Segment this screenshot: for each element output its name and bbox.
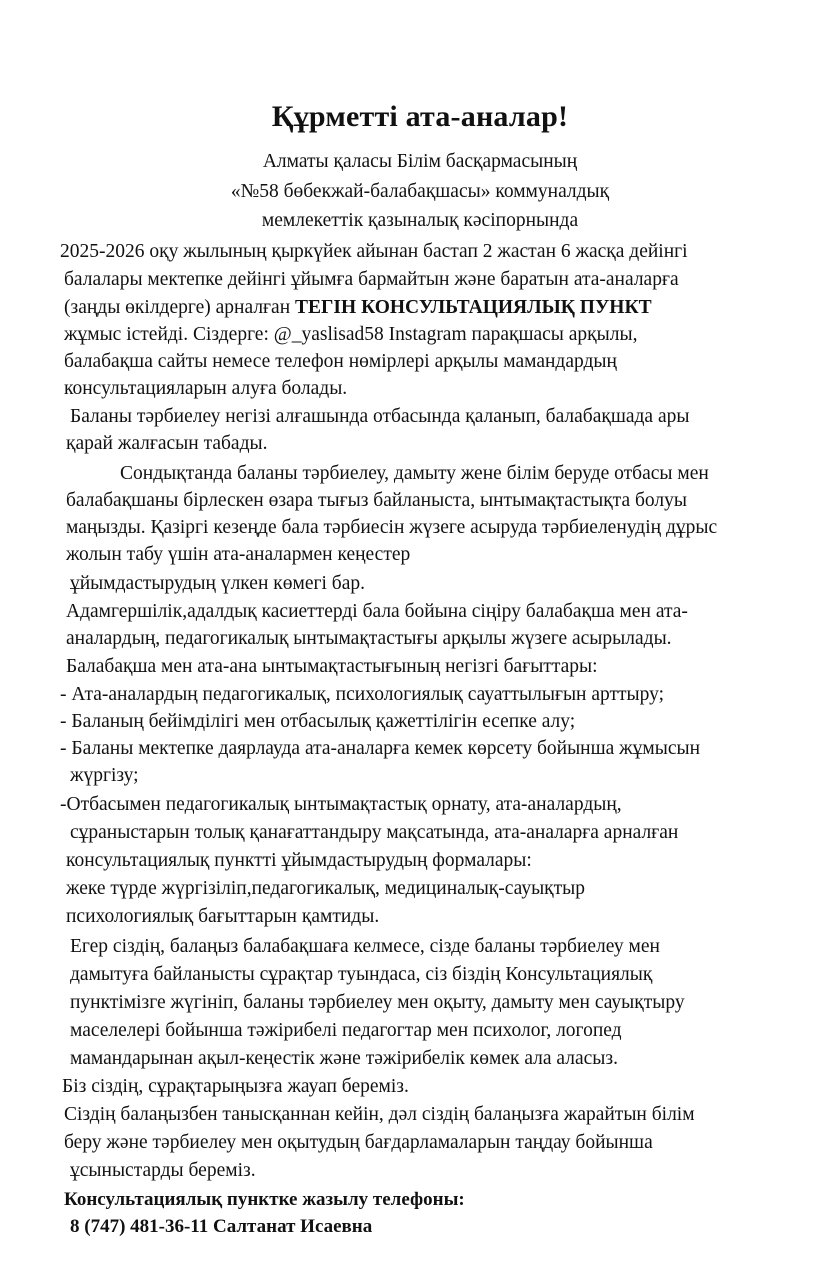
- text-line: балалары мектепке дейінгі ұйымға бармайтын және баратын ата-аналарға: [64, 269, 679, 290]
- header-line-1: Алматы қаласы Білім басқармасының: [262, 151, 578, 172]
- list-item-continuation: консультациялық пунктті ұйымдастырудың формалары:: [66, 850, 532, 871]
- text-line: аналардың, педагогикалық ынтымақтастығы арқылы жүзеге асырылады.: [66, 628, 672, 649]
- text-line-with-emphasis: [64, 296, 652, 320]
- list-item-continuation: психологиялық бағыттарын қамтиды.: [66, 906, 380, 927]
- text-line: 2025-2026 оқу жылының қыркүйек айынан бастап 2 жастан 6 жасқа дейінгі: [60, 241, 688, 262]
- header-line-3: мемлекеттік қазыналық кәсіпорнында: [261, 210, 579, 231]
- text-line: Адамгершілік,адалдық касиеттерді бала бойына сіңіру балабақша мен ата-: [66, 601, 688, 622]
- list-item-continuation: жүргізу;: [70, 765, 139, 786]
- free-consultation-heading: ТЕГІН КОНСУЛЬТАЦИЯЛЫҚ ПУНКТ: [295, 297, 652, 318]
- text-line: балабақшаны бірлескен өзара тығыз байланыста, ынтымақтастықта болуы: [66, 490, 687, 511]
- text-line: жұмыс істейді. Сіздерге: @_yaslisad58 Instagram парақшасы арқылы,: [64, 324, 638, 345]
- text-line: беру және тәрбиелеу мен оқытудың бағдарламаларын таңдау бойынша: [64, 1132, 653, 1153]
- signup-phone-label: Консультациялық пунктке жазылу телефоны:: [64, 1189, 465, 1210]
- text-line: жолын табу үшін ата-аналармен кеңестер: [66, 544, 411, 565]
- text-line: маселелері бойынша тәжірибелі педагогтар мен психолог, логопед: [70, 1020, 622, 1041]
- text-line: консультацияларын алуға болады.: [64, 378, 348, 399]
- text-line: ұйымдастырудың үлкен көмегі бар.: [70, 573, 365, 594]
- list-item: -Отбасымен педагогикалық ынтымақтастық орнату, ата-аналардың,: [60, 794, 622, 815]
- text-fragment: (заңды өкілдерге) арналған: [64, 297, 296, 318]
- text-line: мамандарынан ақыл-кеңестік және тәжірибелік көмек ала аласыз.: [70, 1048, 618, 1069]
- list-item-continuation: жеке түрде жүргізіліп,педагогикалық, медициналық-сауықтыр: [66, 878, 586, 899]
- text-line: пунктімізге жүгініп, баланы тәрбиелеу мен оқыту, дамыту мен сауықтыру: [70, 992, 685, 1013]
- text-line: Балабақша мен ата-ана ынтымақтастығының негізгі бағыттары:: [66, 656, 598, 677]
- list-item: - Ата-аналардың педагогикалық, психологиялық сауаттылығын арттыру;: [60, 684, 665, 705]
- text-line: Біз сіздің, сұрақтарыңызға жауап береміз.: [62, 1076, 409, 1097]
- text-line: Сіздің балаңызбен танысқаннан кейін, дәл сіздің балаңызға жарайтын білім: [64, 1104, 695, 1125]
- list-item: - Баланы мектепке даярлауда ата-аналарға кемек көрсету бойынша жұмысын: [60, 738, 701, 759]
- page-title: Құрметті ата-аналар!: [271, 100, 569, 133]
- text-line: қарай жалғасын табады.: [66, 433, 268, 454]
- text-line: балабақша сайты немесе телефон нөмірлері арқылы мамандардың: [64, 351, 617, 372]
- header-line-2: «№58 бөбекжай-балабақшасы» коммуналдық: [230, 181, 610, 202]
- text-line: Баланы тәрбиелеу негізі алғашында отбасында қаланып, балабақшада ары: [70, 406, 690, 427]
- text-line: ұсыныстарды береміз.: [70, 1160, 256, 1181]
- list-item: - Баланың бейімділігі мен отбасылық қажеттілігін есепке алу;: [60, 711, 576, 732]
- text-line: Егер сіздің, балаңыз балабақшаға келмесе, сізде баланы тәрбиелеу мен: [70, 936, 660, 957]
- text-line: дамытуға байланысты сұрақтар туындаса, сіз біздің Консультациялық: [70, 964, 653, 985]
- text-line: маңызды. Қазіргі кезеңде бала тәрбиесін жүзеге асыруда тәрбиеленудің дұрыс: [66, 517, 718, 538]
- contact-phone: 8 (747) 481-36-11 Салтанат Исаевна: [70, 1216, 373, 1237]
- list-item-continuation: сұраныстарын толық қанағаттандыру мақсатында, ата-аналарға арналған: [70, 822, 679, 843]
- text-line: Сондықтанда баланы тәрбиелеу, дамыту жене білім беруде отбасы мен: [120, 463, 709, 484]
